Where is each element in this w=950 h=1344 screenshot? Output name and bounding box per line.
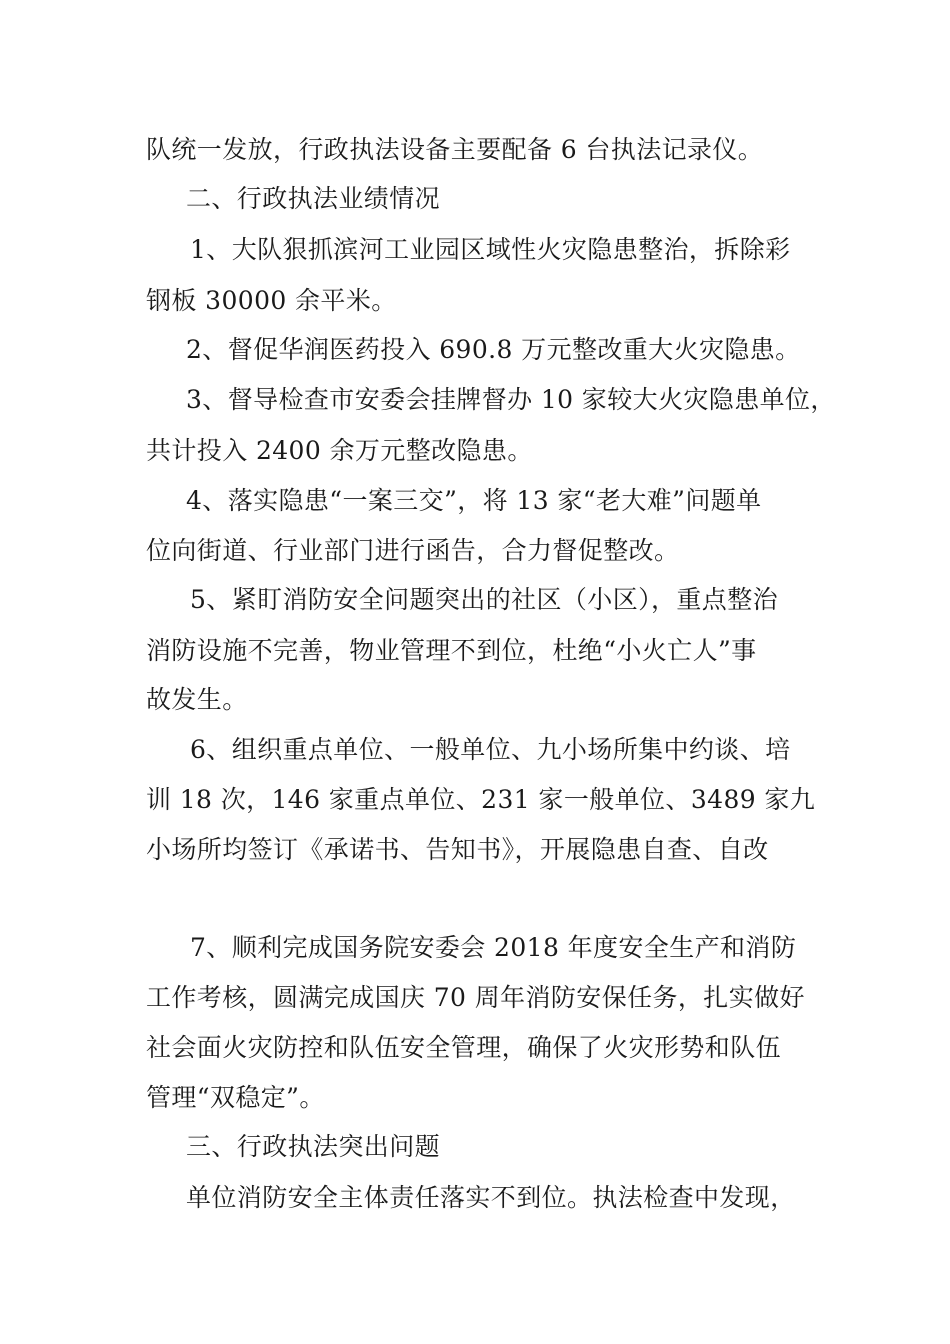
item-1-line-1: 1、大队狠抓滨河工业园区域性火灾隐患整治，拆除彩 (190, 235, 791, 264)
item-3-line-2: 共计投入 2400 余万元整改隐患。 (146, 436, 533, 465)
section-heading-3: 三、行政执法突出问题 (186, 1132, 441, 1161)
item-4-line-2: 位向街道、行业部门进行函告，合力督促整改。 (146, 536, 680, 565)
item-6-line-2: 训 18 次，146 家重点单位、231 家一般单位、3489 家九 (146, 785, 816, 814)
item-5-line-3: 故发生。 (146, 685, 248, 714)
text-line-1: 队统一发放，行政执法设备主要配备 6 台执法记录仪。 (146, 135, 764, 164)
item-7-line-2: 工作考核，圆满完成国庆 70 周年消防安保任务，扎实做好 (146, 983, 805, 1012)
item-7-line-3: 社会面火灾防控和队伍安全管理，确保了火灾形势和队伍 (146, 1033, 782, 1062)
item-1-line-2: 钢板 30000 余平米。 (146, 286, 397, 315)
item-3-line-1: 3、督导检查市安委会挂牌督办 10 家较大火灾隐患单位， (186, 385, 836, 414)
item-6-line-1: 6、组织重点单位、一般单位、九小场所集中约谈、培 (190, 735, 791, 764)
section-heading-2: 二、行政执法业绩情况 (186, 184, 441, 213)
item-6-line-3: 小场所均签订《承诺书、告知书》，开展隐患自查、自改 (146, 835, 769, 864)
item-5-line-2: 消防设施不完善，物业管理不到位，杜绝“小火亡人”事 (146, 636, 757, 665)
item-4-line-1: 4、落实隐患“一案三交”，将 13 家“老大难”问题单 (186, 486, 762, 515)
item-2-line-1: 2、督促华润医药投入 690.8 万元整改重大火灾隐患。 (186, 335, 801, 364)
item-7-line-4: 管理“双稳定”。 (146, 1083, 325, 1112)
item-5-line-1: 5、紧盯消防安全问题突出的社区（小区），重点整治 (190, 585, 779, 614)
section-3-line-1: 单位消防安全主体责任落实不到位。执法检查中发现， (186, 1183, 796, 1212)
item-7-line-1: 7、顺利完成国务院安委会 2018 年度安全生产和消防 (190, 933, 797, 962)
